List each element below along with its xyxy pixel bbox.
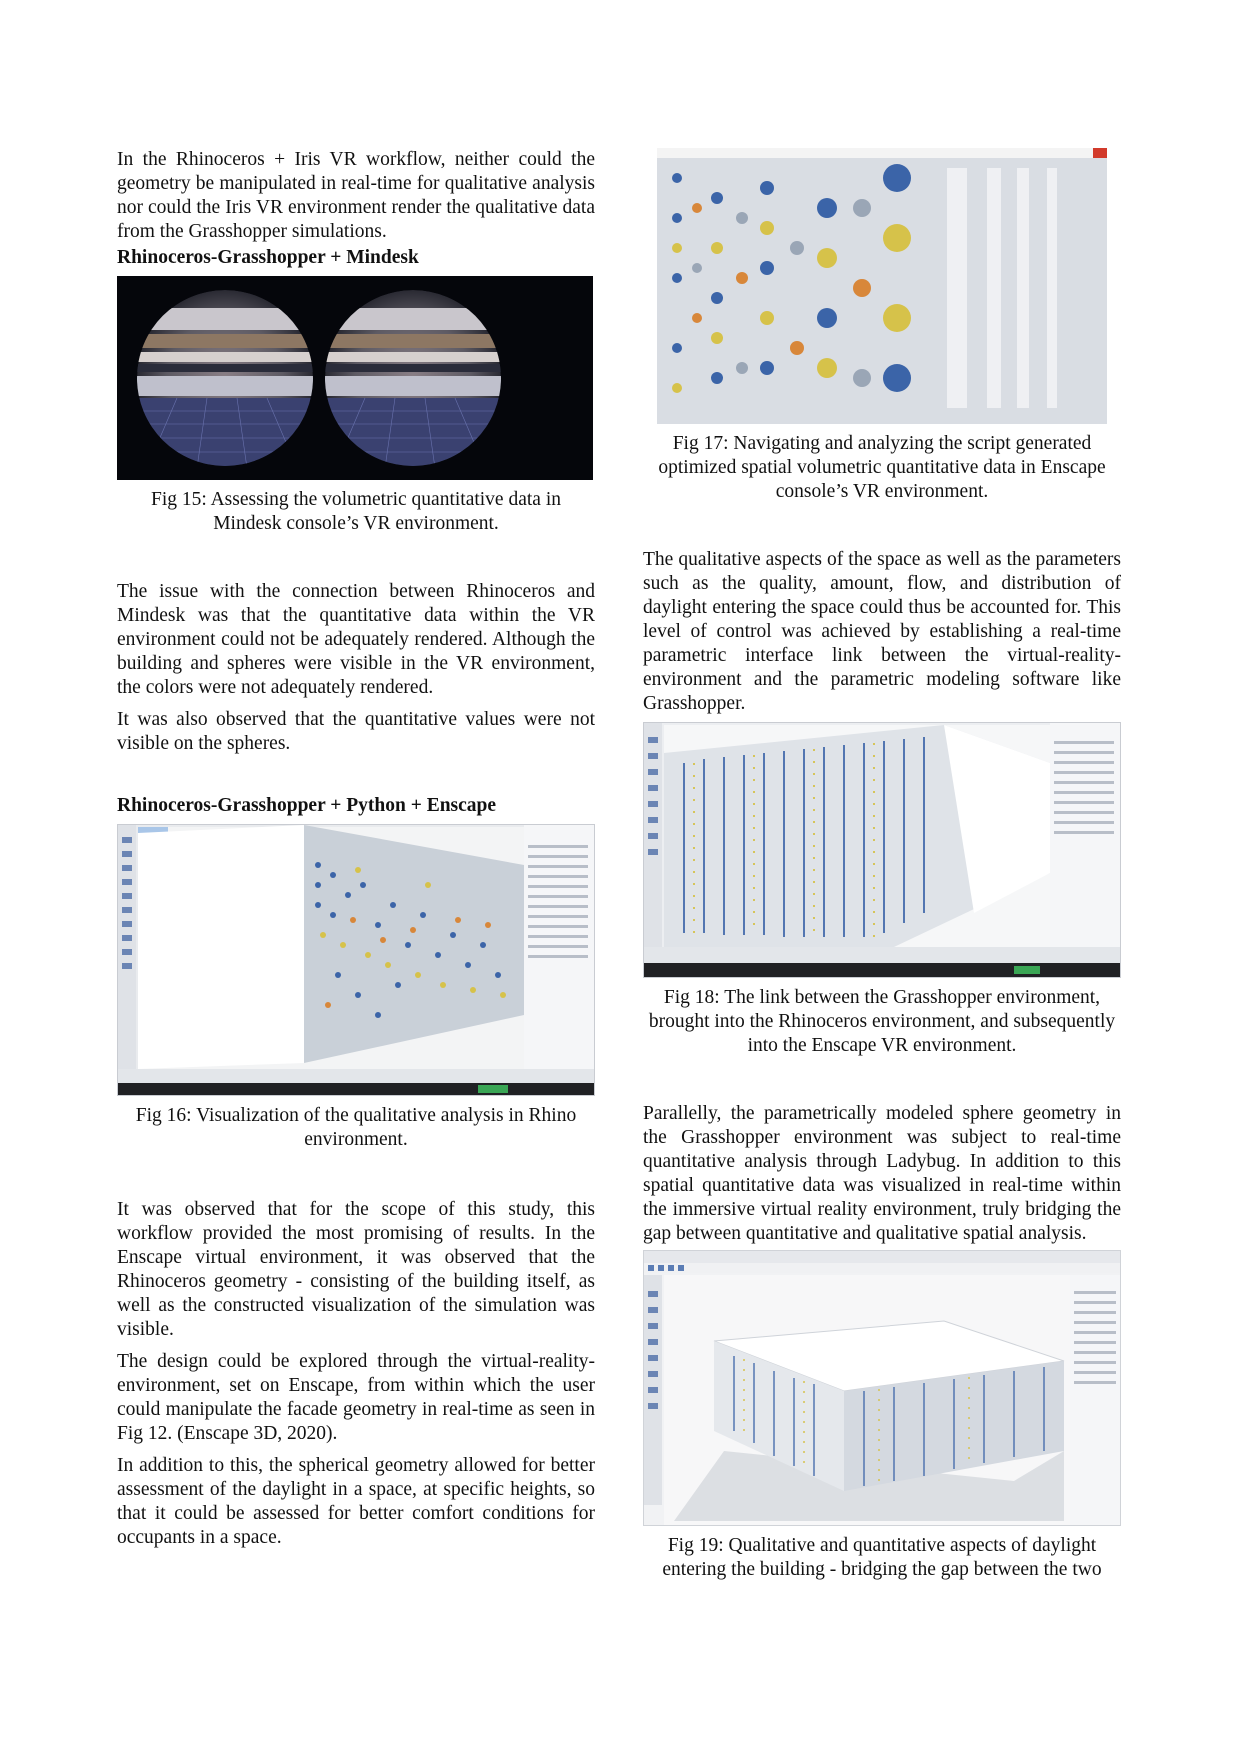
paragraph-ladybug-analysis: Parallelly, the parametrically modeled sphere geometry in the Grasshopper environment was subject to real-time quantitative analysis through Ladybug. In addition to this spatial quantitative data was visualized in real-time within the immersive virtual reality environment, truly bridging the gap between quantitative and qualitative spatial analysis. bbox=[643, 1103, 1121, 1244]
figure-17-image bbox=[657, 148, 1107, 424]
paragraph-enscape-results: It was observed that for the scope of this study, this workflow provided the most promising of results. In the Enscape virtual environment, it was observed that the Rhinoceros geometry - consisting of the building itself, as well as the constructed visualization of the simulation was visible. bbox=[117, 1199, 595, 1340]
left-column bbox=[117, 148, 595, 1550]
paragraph-values-not-visible: It was also observed that the quantitative values were not visible on the spheres. bbox=[117, 709, 595, 754]
right-lens bbox=[325, 290, 505, 468]
figure-15-image bbox=[117, 276, 593, 480]
figure-18-caption: Fig 18: The link between the Grasshopper environment, brought into the Rhinoceros environment, and subsequently into the Enscape VR environment. bbox=[648, 987, 1116, 1056]
figure-18-image bbox=[643, 722, 1121, 978]
paragraph-qualitative-aspects: The qualitative aspects of the space as well as the parameters such as the quality, amount, flow, and distribution of daylight entering the space could thus be accounted for. This level of control was achieved by establishing a real-time parametric interface link between the virtual-reality-environment and the parametric modeling software like Grasshopper. bbox=[643, 549, 1121, 714]
paragraph-vr-exploration: The design could be explored through the virtual-reality-environment, set on Enscape, from within which the user could manipulate the facade geometry in real-time as seen in Fig 12. (Enscape 3D, 2020). bbox=[117, 1351, 595, 1444]
paragraph-spherical-geometry: In addition to this, the spherical geometry allowed for better assessment of the daylight in a space, at specific heights, so that it could be assessed for better comfort conditions for occupants in a space. bbox=[117, 1455, 595, 1548]
paragraph-iris-vr: In the Rhinoceros + Iris VR workflow, neither could the geometry be manipulated in real-time for qualitative analysis nor could the Iris VR environment render the qualitative data from the Grasshopper simulations. bbox=[117, 149, 595, 242]
grasshopper-rhino-link-view bbox=[644, 723, 1120, 977]
rhino-viewport bbox=[118, 825, 594, 1095]
figure-16-image bbox=[117, 824, 595, 1096]
right-column bbox=[643, 148, 1121, 1582]
heading-mindesk: Rhinoceros-Grasshopper + Mindesk bbox=[117, 247, 419, 268]
figure-19-caption: Fig 19: Qualitative and quantitative aspects of daylight entering the building - bridging the gap between the two bbox=[662, 1535, 1102, 1580]
vr-stereo-lenses bbox=[117, 276, 593, 480]
heading-enscape: Rhinoceros-Grasshopper + Python + Enscape bbox=[117, 795, 497, 816]
figure-16-caption: Fig 16: Visualization of the qualitative analysis in Rhino environment. bbox=[135, 1105, 577, 1150]
paragraph-mindesk-issue: The issue with the connection between Rhinoceros and Mindesk was that the quantitative data within the VR environment could not be adequately rendered. Although the building and spheres were visible in the VR environment, the colors were not adequately rendered. bbox=[117, 581, 595, 698]
figure-17-caption: Fig 17: Navigating and analyzing the script generated optimized spatial volumetric quantitative data in Enscape console’s VR environment. bbox=[658, 433, 1106, 502]
figure-19-image bbox=[643, 1250, 1121, 1526]
figure-15-caption: Fig 15: Assessing the volumetric quantitative data in Mindesk console’s VR environment. bbox=[151, 489, 561, 534]
enscape-vr-view bbox=[657, 148, 1107, 424]
building-daylight-view bbox=[644, 1251, 1120, 1525]
left-lens bbox=[137, 290, 317, 468]
